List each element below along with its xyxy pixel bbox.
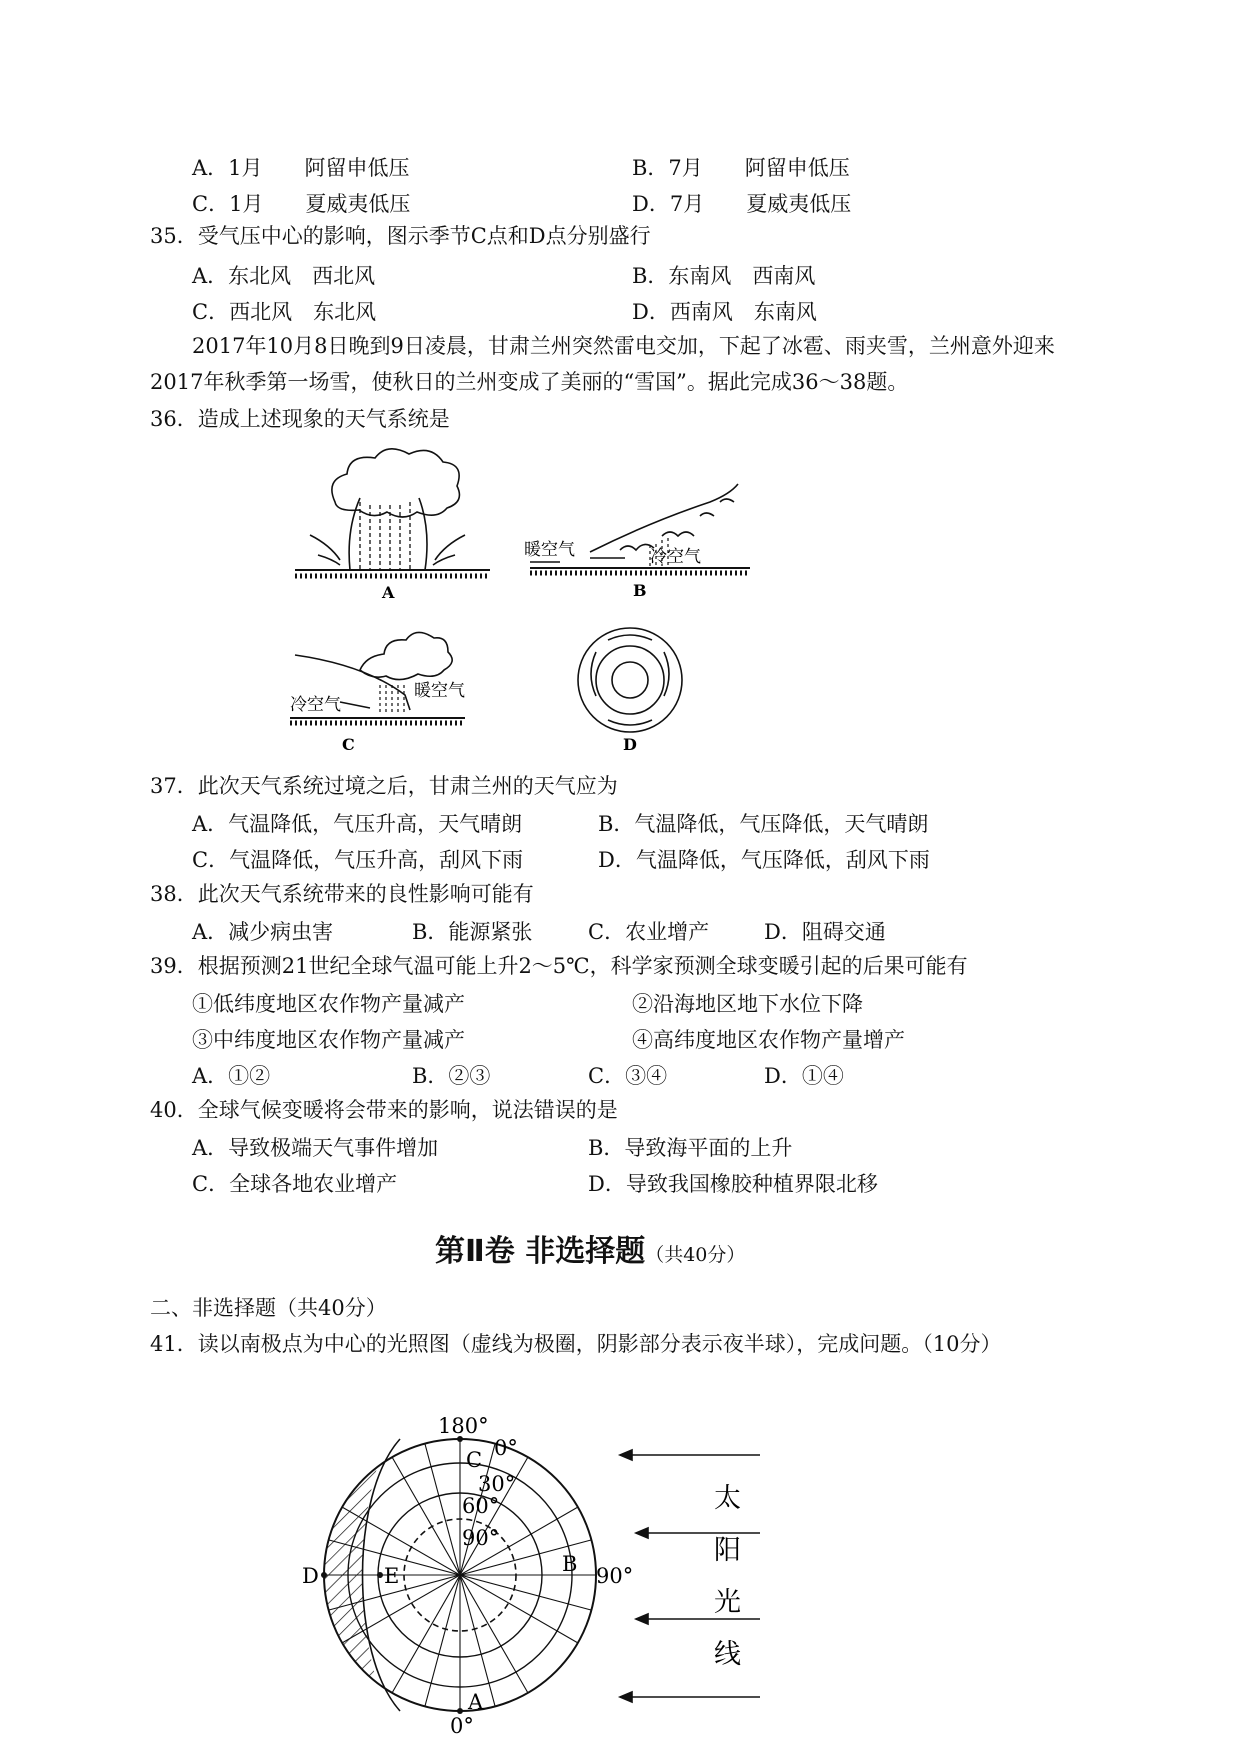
q34-option-b: B．7月 阿留申低压 [632, 156, 850, 180]
q35-option-c: C．西北风 东北风 [192, 300, 377, 324]
fig41-point-e: E [384, 1564, 400, 1588]
fig36-c-label: C [342, 735, 355, 754]
fig41-label-90-right: 90° [596, 1564, 634, 1588]
fig36-b-label: B [633, 581, 647, 600]
q39-stem: 39．根据预测21世纪全球气温可能上升2～5℃，科学家预测全球变暖引起的后果可能有 [150, 954, 968, 978]
q37-stem: 37．此次天气系统过境之后，甘肃兰州的天气应为 [150, 774, 618, 798]
q39-statement-3: ③中纬度地区农作物产量减产 [192, 1028, 465, 1052]
fig41-point-c: C [466, 1448, 483, 1472]
q37-option-b: B．气温降低，气压降低，天气晴朗 [598, 812, 929, 836]
fig41-sun-char-1: 太 [714, 1483, 741, 1514]
fig41-sun-char-3: 光 [714, 1587, 741, 1618]
fig41-label-90-inner: 90° [462, 1526, 500, 1550]
q38-option-d: D．阻碍交通 [764, 920, 886, 944]
q34-option-c: C．1月 夏威夷低压 [192, 192, 411, 216]
q40-option-c: C．全球各地农业增产 [192, 1172, 398, 1196]
section-title-main: 第Ⅱ卷 非选择题 [435, 1234, 646, 1269]
fig41-label-180: 180° [438, 1415, 489, 1438]
q37-option-d: D．气温降低，气压降低，刮风下雨 [598, 848, 930, 872]
q35-option-a: A．东北风 西北风 [192, 264, 376, 288]
q34-option-a: A．1月 阿留申低压 [192, 156, 410, 180]
fig41-point-d: D [302, 1564, 319, 1588]
fig36-a-label: A [382, 583, 395, 602]
fig36-c-warm-air: 暖空气 [414, 681, 465, 701]
q37-option-c: C．气温降低，气压升高，刮风下雨 [192, 848, 524, 872]
q34-option-d: D．7月 夏威夷低压 [632, 192, 852, 216]
q35-option-b: B．东南风 西南风 [632, 264, 816, 288]
q38-option-a: A．减少病虫害 [192, 920, 334, 944]
q38-option-b: B．能源紧张 [412, 920, 533, 944]
section-title-sub: （共40分） [645, 1244, 746, 1266]
fig41-label-30: 30° [478, 1472, 516, 1496]
q36-stem: 36．造成上述现象的天气系统是 [150, 407, 450, 431]
fig41-label-60: 60° [462, 1494, 500, 1518]
q39-option-d: D．①④ [764, 1064, 844, 1088]
q39-statement-4: ④高纬度地区农作物产量增产 [632, 1028, 905, 1052]
q39-statement-1: ①低纬度地区农作物产量减产 [192, 992, 465, 1016]
passage-line-1: 2017年10月8日晚到9日凌晨，甘肃兰州突然雷电交加，下起了冰雹、雨夹雪，兰州意外迎来 [192, 334, 1055, 358]
q39-option-a: A．①② [192, 1064, 271, 1088]
section2-heading: 二、非选择题（共40分） [150, 1296, 387, 1320]
q38-option-c: C．农业增产 [588, 920, 710, 944]
q40-option-d: D．导致我国橡胶种植界限北移 [588, 1172, 878, 1196]
q40-option-a: A．导致极端天气事件增加 [192, 1136, 439, 1160]
fig36-b-cold-air: 冷空气 [650, 547, 701, 567]
q41-figure [290, 1415, 790, 1735]
fig36-c-cold-air: 冷空气 [290, 695, 341, 715]
q39-option-b: B．②③ [412, 1064, 491, 1088]
q36-figure [290, 440, 810, 770]
fig41-sun-char-2: 阳 [714, 1535, 741, 1566]
fig41-label-0-bottom: 0° [450, 1714, 474, 1735]
q40-option-b: B．导致海平面的上升 [588, 1136, 793, 1160]
q35-stem: 35．受气压中心的影响，图示季节C点和D点分别盛行 [150, 224, 651, 248]
q37-option-a: A．气温降低，气压升高，天气晴朗 [192, 812, 523, 836]
fig36-b-warm-air: 暖空气 [524, 540, 575, 560]
q35-option-d: D．西南风 东南风 [632, 300, 817, 324]
fig36-a-convection [295, 449, 490, 576]
fig36-d-pressure-system [578, 628, 682, 732]
fig41-point-b: B [562, 1552, 578, 1576]
q39-option-c: C．③④ [588, 1064, 668, 1088]
q40-stem: 40．全球气候变暖将会带来的影响，说法错误的是 [150, 1098, 618, 1122]
fig41-label-0-top: 0° [494, 1436, 518, 1460]
fig41-point-a: A [468, 1690, 484, 1714]
section-title [435, 1226, 745, 1270]
fig36-d-label: D [623, 735, 637, 754]
q38-stem: 38．此次天气系统带来的良性影响可能有 [150, 882, 534, 906]
fig41-sun-char-4: 线 [714, 1639, 741, 1670]
passage-line-2: 2017年秋季第一场雪，使秋日的兰州变成了美丽的“雪国”。据此完成36～38题。 [150, 370, 909, 394]
q39-statement-2: ②沿海地区地下水位下降 [632, 992, 863, 1016]
q41-stem: 41．读以南极点为中心的光照图（虚线为极圈，阴影部分表示夜半球），完成问题。（10分） [150, 1332, 1002, 1356]
